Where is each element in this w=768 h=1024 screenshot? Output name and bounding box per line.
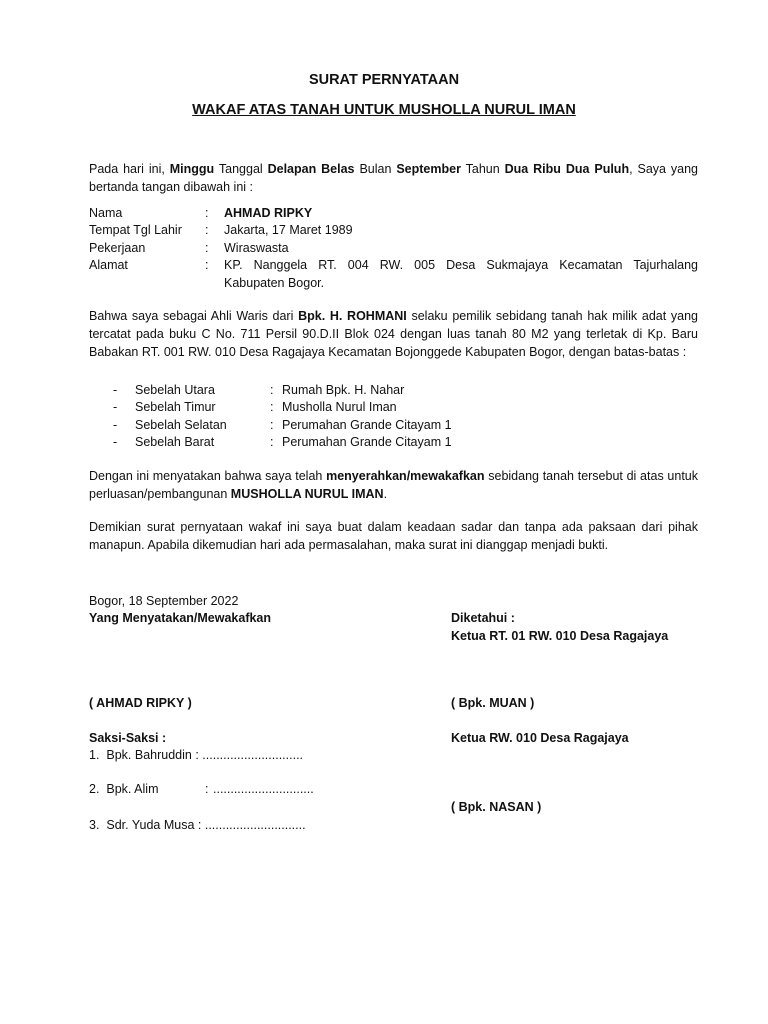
identity-row-birth: Tempat Tgl Lahir : Jakarta, 17 Maret 1989 — [89, 223, 353, 237]
witness-signature-line: ............................. — [204, 818, 306, 832]
intro-paragraph: Pada hari ini, Minggu Tanggal Delapan Belas Bulan September Tahun Dua Ribu Dua Puluh, Saya yang bertanda tangan dibawah ini : — [89, 162, 698, 194]
boundary-row: - Sebelah Timur : Musholla Nurul Iman — [113, 400, 397, 414]
identity-name-value: AHMAD RIPKY — [224, 206, 313, 220]
document-title: SURAT PERNYATAAN — [308, 72, 460, 88]
declarant-heading: Yang Menyatakan/Mewakafkan — [89, 611, 272, 625]
intro-month: September — [396, 162, 461, 176]
identity-row-occupation: Pekerjaan : Wiraswasta — [89, 241, 289, 255]
intro-day: Minggu — [169, 162, 215, 176]
rw-head-title: Ketua RW. 010 Desa Ragajaya — [451, 731, 629, 745]
boundary-row: - Sebelah Utara : Rumah Bpk. H. Nahar — [113, 383, 405, 397]
acknowledged-heading: Diketahui : — [451, 611, 515, 625]
statement-action: menyerahkan/mewakafkan — [326, 469, 485, 483]
witness-item: 3. Sdr. Yuda Musa : ............................. — [89, 818, 306, 832]
witness-heading: Saksi-Saksi : — [89, 731, 167, 745]
document-subtitle: WAKAF ATAS TANAH UNTUK MUSHOLLA NURUL IMAN — [192, 102, 576, 118]
statement-paragraph: Dengan ini menyatakan bahwa saya telah menyerahkan/mewakafkan sebidang tanah tersebut di atas untuk perluasan/pembangunan MUSHOLLA NURUL IMAN. — [89, 469, 698, 501]
declarant-signature-name: ( AHMAD RIPKY ) — [89, 696, 192, 710]
boundary-row: - Sebelah Selatan : Perumahan Grande Citayam 1 — [113, 418, 452, 432]
witness-signature-line: ............................. — [213, 782, 314, 796]
statement-musholla: MUSHOLLA NURUL IMAN — [230, 487, 384, 501]
identity-address-line2: Kabupaten Bogor. — [224, 276, 325, 290]
identity-row-address: Alamat : KP. Nanggela RT. 004 RW. 005 Desa Sukmajaya Kecamatan Tajurhalang — [89, 258, 698, 272]
identity-row-name: Nama : AHMAD RIPKY — [89, 206, 313, 220]
rt-signature-name: ( Bpk. MUAN ) — [451, 696, 535, 710]
closing-paragraph: Demikian surat pernyataan wakaf ini saya buat dalam keadaan sadar dan tanpa ada paksaan dari pihak manapun. Apabila dikemudian hari ada permasalahan, maka surat ini dianggap menjadi bukti. — [89, 520, 698, 552]
boundary-row: - Sebelah Barat : Perumahan Grande Citayam 1 — [113, 435, 452, 449]
intro-year: Dua Ribu Dua Puluh — [504, 162, 630, 176]
rw-signature-name: ( Bpk. NASAN ) — [451, 800, 542, 814]
witness-item: 2. Bpk. Alim : ............................. — [89, 782, 314, 796]
heir-owner-name: Bpk. H. ROHMANI — [298, 309, 407, 323]
witness-item: 1. Bpk. Bahruddin : ............................. — [89, 748, 304, 762]
place-date: Bogor, 18 September 2022 — [89, 594, 239, 608]
heir-paragraph: Bahwa saya sebagai Ahli Waris dari Bpk. H. ROHMANI selaku pemilik sebidang tanah hak milik adat yang tercatat pada buku C No. 711 Persil 90.D.II Blok 024 dengan luas tanah 80 M2 yang terletak di Kp. Baru Babakan RT. 001 RW. 010 Desa Ragajaya Kecamatan Bojonggede Kabupaten Bogor, dengan batas-batas : — [89, 309, 698, 359]
rt-head-title: Ketua RT. 01 RW. 010 Desa Ragajaya — [451, 629, 669, 643]
witness-signature-line: ............................. — [202, 748, 304, 762]
intro-date: Delapan Belas — [267, 162, 355, 176]
